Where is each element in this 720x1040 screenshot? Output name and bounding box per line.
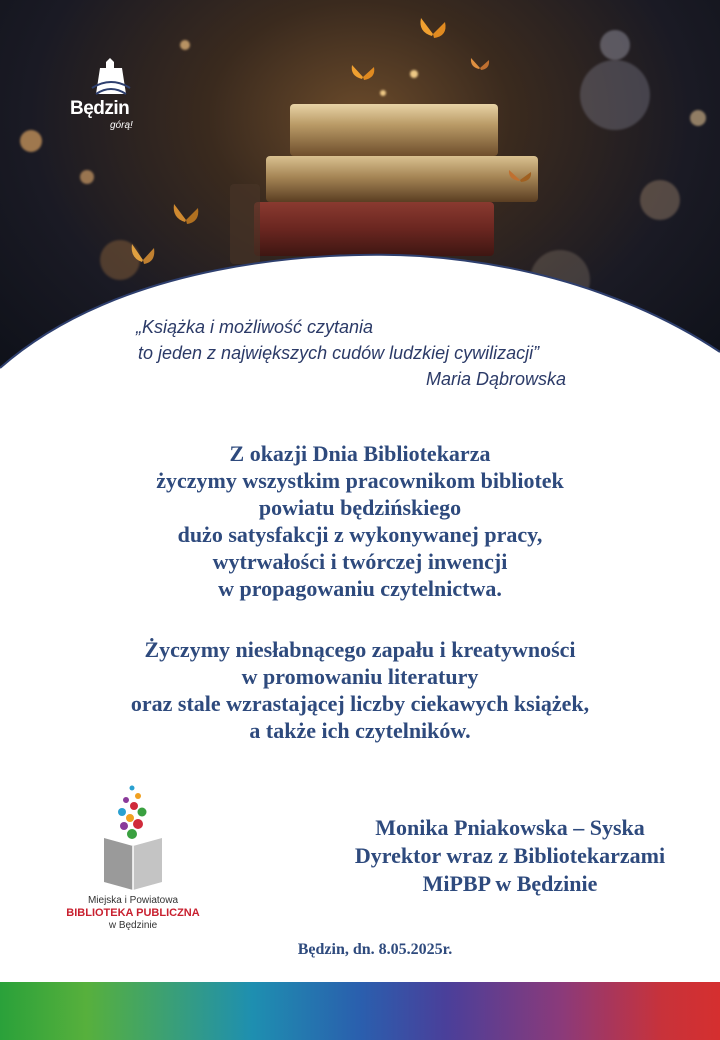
library-name-line3: w Będzinie xyxy=(108,920,158,931)
open-book-icon xyxy=(100,836,166,890)
quote-line: to jeden z największych cudów ludzkiej cywilizacji” xyxy=(138,343,540,363)
signature-name: Monika Pniakowska – Syska xyxy=(375,815,645,840)
greeting-line: Z okazji Dnia Bibliotekarza xyxy=(229,441,491,466)
castle-icon xyxy=(86,54,136,98)
bedzin-logo-name: Będzin xyxy=(70,98,130,119)
library-logo xyxy=(62,784,212,934)
signature-org: MiPBP w Będzinie xyxy=(422,871,598,896)
bedzin-logo-tagline: górą! xyxy=(110,120,133,131)
greeting-line: wytrwałości i twórczej inwencji xyxy=(212,549,508,574)
wishes-line: oraz stale wzrastającej liczby ciekawych książek, xyxy=(130,691,590,716)
date-line: Będzin, dn. 8.05.2025r. xyxy=(297,941,453,958)
greeting-line: życzymy wszystkim pracownikom bibliotek xyxy=(156,468,564,493)
quote xyxy=(136,314,656,392)
wishes-line: a także ich czytelników. xyxy=(249,718,471,743)
bedzin-city-logo xyxy=(66,50,156,140)
library-name-line1: Miejska i Powiatowa xyxy=(87,895,179,906)
signature xyxy=(320,814,700,898)
wishes-line: Życzymy niesłabnącego zapału i kreatywności xyxy=(144,637,576,662)
quote-line: „Książka i możliwość czytania xyxy=(136,317,374,337)
greeting-line: dużo satysfakcji z wykonywanej pracy, xyxy=(177,522,543,547)
greeting-line: w propagowaniu czytelnictwa. xyxy=(218,576,502,601)
greeting-paragraph xyxy=(0,440,720,602)
wishes-paragraph xyxy=(0,636,720,744)
wishes-line: w promowaniu literatury xyxy=(241,664,479,689)
library-name-line2: BIBLIOTEKA PUBLICZNA xyxy=(66,907,200,919)
signature-role: Dyrektor wraz z Bibliotekarzami xyxy=(354,843,666,868)
bottom-color-bar xyxy=(0,982,720,1040)
dots-icon xyxy=(102,784,162,844)
greeting-line: powiatu będzińskiego xyxy=(258,495,462,520)
quote-author: Maria Dąbrowska xyxy=(426,369,567,389)
